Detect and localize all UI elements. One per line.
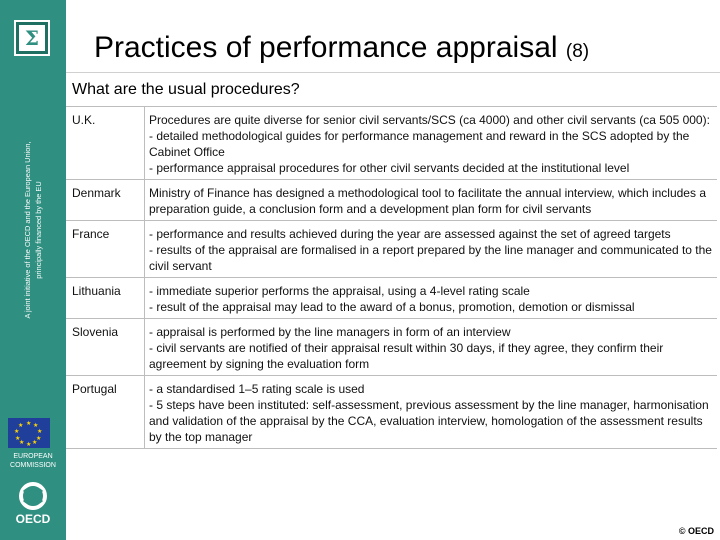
sigma-logo (14, 20, 50, 56)
country-cell: Slovenia (66, 319, 145, 376)
table-row (66, 107, 717, 180)
description-line: - result of the appraisal may lead to the award of a bonus, promotion, demotion or dismissal (149, 300, 635, 314)
copyright-label: © OECD (678, 526, 714, 536)
description-line: Procedures are quite diverse for senior civil servants/SCS (ca 4000) and other civil servants (ca 505 000): (149, 113, 710, 127)
page-subtitle: What are the usual procedures? (72, 81, 300, 98)
description-line: - performance and results achieved during the year are assessed against the set of agreed targets (149, 227, 671, 241)
table-row (66, 221, 717, 278)
table-row (66, 376, 717, 449)
vertical-caption-wrap (0, 130, 66, 330)
procedures-table (66, 106, 717, 449)
description-cell (145, 278, 718, 319)
sidebar (0, 0, 66, 540)
header-divider (66, 72, 720, 73)
description-line: - detailed methodological guides for performance management and reward in the SCS adopted by the Cabinet Office (149, 129, 690, 159)
description-line: - immediate superior performs the appraisal, using a 4-level rating scale (149, 284, 530, 298)
table-row (66, 278, 717, 319)
eu-label-line-2: COMMISSION (10, 462, 56, 469)
description-line: - civil servants are notified of their appraisal result within 30 days, if they agree, they confirm their agreement by signing the evaluation form (149, 341, 664, 371)
eu-label-line-1: EUROPEAN (13, 453, 53, 460)
table-row (66, 319, 717, 376)
eu-flag-icon: ★ ★ ★ ★ ★ ★ ★ ★ ★ ★ (8, 418, 50, 448)
page-title-text: Practices of performance appraisal (94, 31, 558, 64)
description-cell (145, 319, 718, 376)
page-title-suffix: (8) (565, 41, 590, 62)
description-line: - 5 steps have been instituted: self-assessment, previous assessment by the line manager, harmonisation and validation of the appraisal by the CCA, evaluation interview, homologation of the assessment results by the top manager (149, 398, 709, 444)
country-cell: U.K. (66, 107, 145, 180)
description-line: - a standardised 1–5 rating scale is used (149, 382, 365, 396)
description-line: - results of the appraisal are formalised in a report prepared by the line manager and communicated to the civil servant (149, 243, 712, 273)
vertical-caption: A joint initiative of the OECD and the European Union, principally financed by the EU (23, 141, 43, 319)
description-cell (145, 107, 718, 180)
country-cell: Lithuania (66, 278, 145, 319)
description-line: Ministry of Finance has designed a methodological tool to facilitate the annual interview, which includes a preparation guide, a conclusion form and a development plan form for civil servants (149, 186, 706, 216)
european-commission-label (2, 452, 64, 470)
procedures-table-body (66, 107, 717, 449)
oecd-logo-icon (8, 478, 58, 526)
page-title (94, 28, 704, 72)
oecd-logo-text: OECD (15, 512, 51, 526)
sigma-icon: Σ (19, 25, 45, 51)
country-cell: Denmark (66, 180, 145, 221)
country-cell: Portugal (66, 376, 145, 449)
description-line: - performance appraisal procedures for other civil servants decided at the institutional level (149, 161, 630, 175)
description-cell (145, 180, 718, 221)
description-line: - appraisal is performed by the line managers in form of an interview (149, 325, 511, 339)
table-row (66, 180, 717, 221)
country-cell: France (66, 221, 145, 278)
description-cell (145, 221, 718, 278)
description-cell (145, 376, 718, 449)
